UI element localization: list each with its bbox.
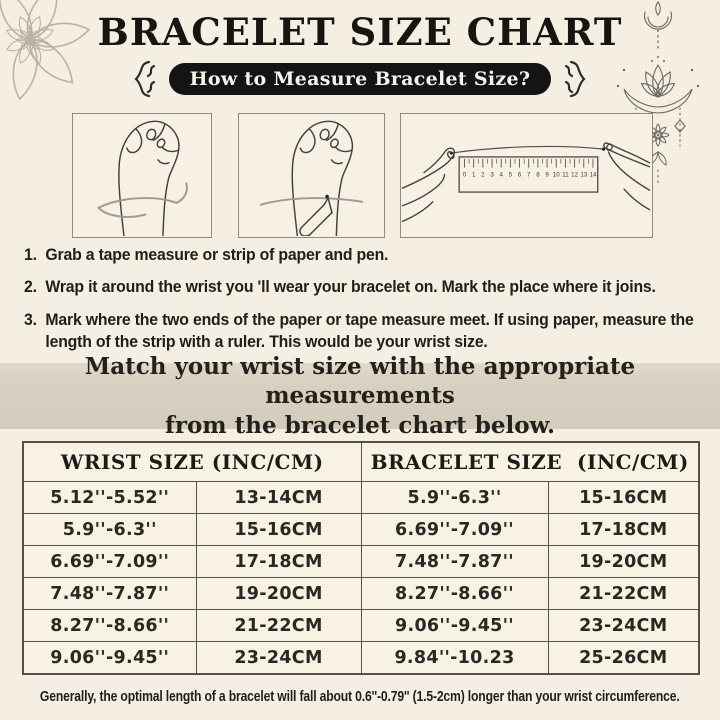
table-row [23, 578, 699, 610]
ruler-number: 5 [508, 171, 513, 179]
instruction-text: Grab a tape measure or strip of paper and pen. [45, 245, 389, 264]
wrist-size-header: WRIST SIZE (INC/CM) [23, 442, 361, 482]
fist-tape-icon [73, 114, 210, 236]
table-header-row [23, 442, 699, 482]
table-row [23, 514, 699, 546]
ruler-number: 8 [536, 171, 540, 179]
instruction-number: 1. [24, 245, 37, 264]
illustration-ruler-measure [400, 113, 653, 238]
right-squiggle-icon [563, 59, 593, 99]
banner-line-2: from the bracelet chart below. [164, 411, 556, 439]
size-cell: 19-20CM [196, 578, 361, 610]
ruler-number: 13 [580, 171, 588, 179]
size-cell: 7.48''-7.87'' [23, 578, 196, 610]
size-cell: 13-14CM [196, 482, 361, 514]
size-cell: 23-24CM [196, 642, 361, 675]
ruler-number: 7 [527, 171, 531, 179]
size-cell: 5.9''-6.3'' [23, 514, 196, 546]
instruction-text: Mark where the two ends of the paper or tape measure meet. If using paper, measure the length of the strip with a ruler. This would be your wrist size. [45, 309, 694, 352]
pen-icon [300, 198, 332, 236]
size-cell: 5.9''-6.3'' [361, 482, 548, 514]
size-cell: 17-18CM [196, 546, 361, 578]
ruler-number: 14 [589, 171, 597, 179]
ruler-number: 12 [571, 171, 579, 179]
instruction-item [24, 309, 708, 354]
ruler-number: 0 [462, 171, 467, 179]
size-cell: 7.48''-7.87'' [361, 546, 548, 578]
footer-note-text: Generally, the optimal length of a bracelet will fall about 0.6''-0.79'' (1.5-2cm) longer than your wrist circumference. [40, 689, 680, 705]
left-hand-icon [403, 148, 456, 221]
instruction-number: 2. [24, 277, 37, 297]
ruler-number: 3 [490, 171, 494, 179]
illustration-mark-pen [238, 113, 385, 238]
size-cell: 9.06''-9.45'' [23, 642, 196, 675]
how-to-measure-badge: How to Measure Bracelet Size? [169, 63, 552, 95]
size-cell: 6.69''-7.09'' [361, 514, 548, 546]
size-cell: 15-16CM [548, 482, 699, 514]
size-cell: 5.12''-5.52'' [23, 482, 196, 514]
instruction-item [24, 244, 708, 266]
size-cell: 15-16CM [196, 514, 361, 546]
instruction-number: 3. [24, 309, 37, 329]
table-row [23, 610, 699, 642]
size-table [22, 441, 700, 675]
ruler-number: 2 [481, 171, 485, 179]
ruler-number: 11 [562, 171, 569, 179]
size-cell: 17-18CM [548, 514, 699, 546]
size-cell: 21-22CM [196, 610, 361, 642]
illustration-wrap-tape [72, 113, 212, 238]
left-squiggle-icon [127, 59, 157, 99]
size-cell: 9.84''-10.23 [361, 642, 548, 675]
ruler-number: 6 [517, 171, 522, 179]
instruction-item [24, 276, 708, 298]
bracelet-size-header: BRACELET SIZE (INC/CM) [361, 442, 699, 482]
string-icon [451, 146, 603, 153]
badge-row [0, 61, 720, 97]
page-title: BRACELET SIZE CHART [97, 10, 623, 54]
right-hand-icon [604, 143, 650, 210]
table-row [23, 546, 699, 578]
size-cell: 6.69''-7.09'' [23, 546, 196, 578]
ruler-number: 4 [499, 171, 503, 179]
table-row [23, 482, 699, 514]
instruction-text: Wrap it around the wrist you 'll wear your bracelet on. Mark the place where it joins. [45, 277, 656, 297]
size-cell: 9.06''-9.45'' [361, 610, 548, 642]
size-cell: 8.27''-8.66'' [23, 610, 196, 642]
size-cell: 21-22CM [548, 578, 699, 610]
ruler-number: 1 [471, 171, 476, 179]
footer-note [0, 689, 720, 705]
ruler-measure-icon [401, 114, 651, 236]
ruler-number: 10 [552, 171, 560, 179]
instruction-list [24, 244, 708, 364]
banner-line-1: Match your wrist size with the appropriate measurements [84, 353, 636, 410]
size-cell: 25-26CM [548, 642, 699, 675]
match-banner [0, 353, 720, 439]
table-row [23, 642, 699, 675]
fist-pen-icon [239, 114, 383, 236]
size-cell: 8.27''-8.66'' [361, 578, 548, 610]
size-cell: 19-20CM [548, 546, 699, 578]
ruler-number: 9 [545, 171, 549, 179]
size-cell: 23-24CM [548, 610, 699, 642]
